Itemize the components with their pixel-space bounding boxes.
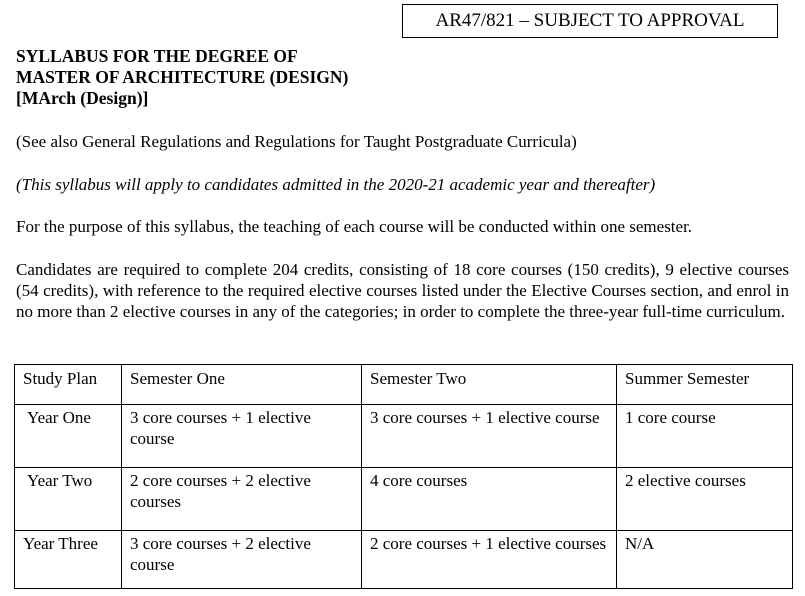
title-line-3: [MArch (Design)]: [16, 88, 149, 108]
year-label: Year Three: [15, 531, 122, 589]
reference-box: AR47/821 – SUBJECT TO APPROVAL: [402, 4, 778, 38]
header-summer-semester: Summer Semester: [617, 365, 793, 405]
header-study-plan: Study Plan: [15, 365, 122, 405]
credits-paragraph: Candidates are required to complete 204 credits, consisting of 18 core courses (150 credits), 9 elective courses (54 credits), with reference to the required elective courses listed under the Elective Courses section, and enrol in no more than 2 elective courses in any of the categories; in order to complete the three-year full-time curriculum.: [16, 260, 789, 321]
table-header-row: [15, 365, 793, 405]
table-cell: 4 core courses: [362, 468, 617, 531]
table-cell: 2 core courses + 2 elective courses: [122, 468, 362, 531]
see-also-note: (See also General Regulations and Regulations for Taught Postgraduate Curricula): [16, 132, 577, 151]
header-semester-one: Semester One: [122, 365, 362, 405]
study-plan-table: [14, 364, 793, 589]
table-row: [15, 531, 793, 589]
syllabus-title: [16, 46, 348, 109]
year-label: Year Two: [15, 468, 122, 531]
title-line-1: SYLLABUS FOR THE DEGREE OF: [16, 46, 298, 66]
table-cell: N/A: [617, 531, 793, 589]
table-cell: 2 core courses + 1 elective courses: [362, 531, 617, 589]
year-label: Year One: [15, 405, 122, 468]
table-cell: 2 elective courses: [617, 468, 793, 531]
header-semester-two: Semester Two: [362, 365, 617, 405]
table-row: [15, 468, 793, 531]
table-cell: 3 core courses + 1 elective course: [122, 405, 362, 468]
purpose-paragraph: For the purpose of this syllabus, the teaching of each course will be conducted within one semester.: [16, 217, 693, 236]
applicability-note: (This syllabus will apply to candidates admitted in the 2020-21 academic year and thereafter): [16, 175, 656, 194]
table-cell: 3 core courses + 1 elective course: [362, 405, 617, 468]
table-cell: 1 core course: [617, 405, 793, 468]
title-line-2: MASTER OF ARCHITECTURE (DESIGN): [16, 67, 349, 87]
table-cell: 3 core courses + 2 elective course: [122, 531, 362, 589]
table-row: [15, 405, 793, 468]
